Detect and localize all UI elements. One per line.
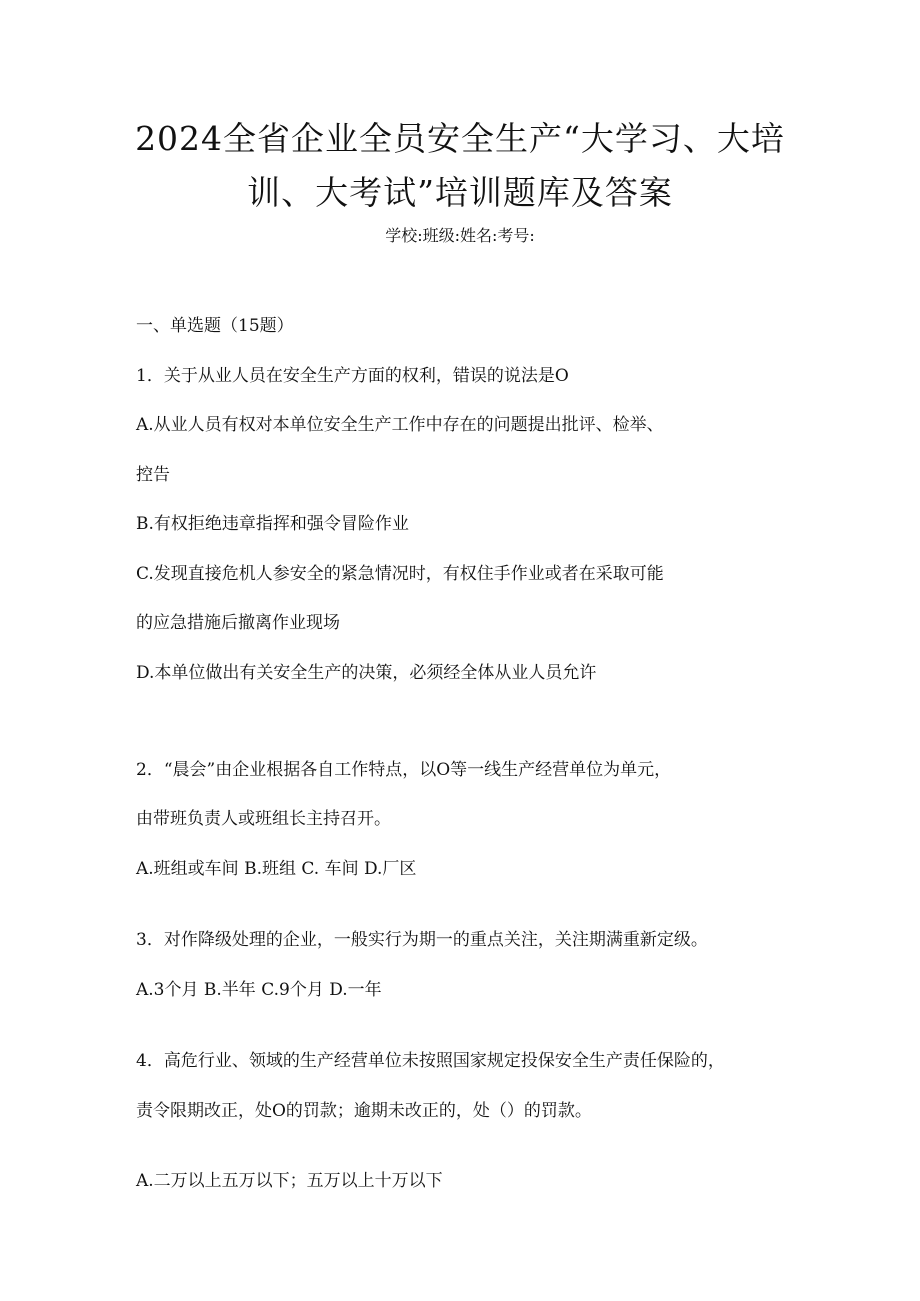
question-1-option-a: A.从业人员有权对本单位安全生产工作中存在的问题提出批评、检举、 (136, 415, 664, 435)
question-3-options: A.3个月 B.半年 C.9个月 D.一年 (136, 980, 382, 1000)
question-4-option-a: A.二万以上五万以下；五万以上十万以下 (136, 1171, 443, 1191)
question-1-stem: 1．关于从业人员在安全生产方面的权利，错误的说法是O (136, 366, 569, 386)
student-info-line: 学校:班级:姓名:考号: (385, 226, 535, 245)
question-4-stem: 4．高危行业、领域的生产经营单位未按照国家规定投保安全生产责任保险的， (136, 1051, 725, 1071)
question-1-option-d: D.本单位做出有关安全生产的决策，必须经全体从业人员允许 (136, 663, 597, 683)
question-1-option-c: C.发现直接危机人参安全的紧急情况时，有权住手作业或者在采取可能 (136, 564, 664, 584)
question-2-options: A.班组或车间 B.班组 C. 车间 D.厂区 (136, 859, 417, 879)
question-2-stem: 2．“晨会”由企业根据各自工作特点，以O等一线生产经营单位为单元， (136, 760, 672, 780)
title-line-2: 训、大考试”培训题库及答案 (247, 173, 673, 212)
document-title (80, 112, 840, 220)
title-line-1: 2024全省企业全员安全生产“大学习、大培 (135, 119, 785, 158)
section-heading: 一、单选题（15题） (136, 316, 294, 336)
question-1-option-a-continued: 控告 (136, 465, 170, 485)
question-3-stem: 3．对作降级处理的企业，一般实行为期一的重点关注，关注期满重新定级。 (136, 930, 708, 950)
question-4-stem-continued: 责令限期改正，处O的罚款；逾期未改正的，处（）的罚款。 (136, 1101, 592, 1121)
question-1-option-b: B.有权拒绝违章指挥和强令冒险作业 (136, 514, 409, 534)
question-2-stem-continued: 由带班负责人或班组长主持召开。 (136, 809, 391, 829)
question-1-option-c-continued: 的应急措施后撤离作业现场 (136, 613, 340, 633)
